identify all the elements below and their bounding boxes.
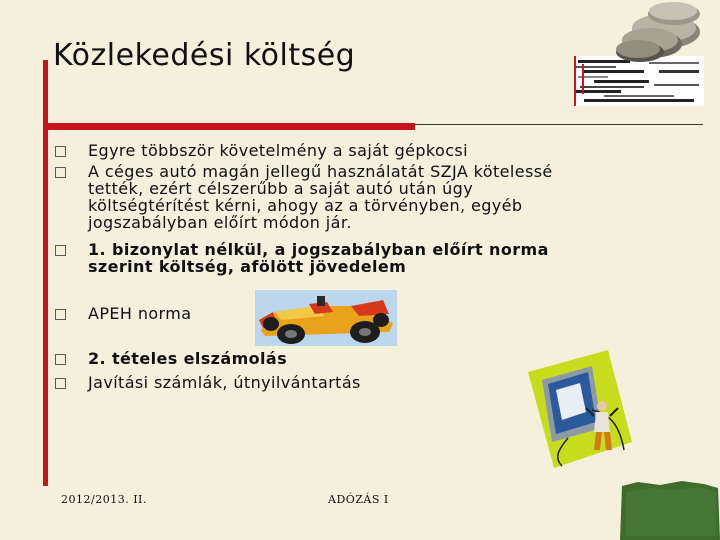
square-bullet-icon	[55, 146, 66, 157]
bullet-item	[55, 349, 288, 368]
coins-image	[574, 0, 704, 108]
bullet-text: 2. tételes elszámolás	[88, 349, 288, 368]
frame-red-horizontal-bar	[43, 123, 415, 130]
footer-date: 2012/2013. II.	[61, 493, 147, 506]
green-stamp	[620, 480, 720, 540]
bullet-item	[55, 141, 468, 160]
computer-man-image	[528, 350, 632, 468]
bullet-item	[55, 162, 553, 232]
bullet-text: Javítási számlák, útnyilvántartás	[88, 373, 361, 392]
slide-title: Közlekedési költség	[53, 38, 356, 73]
race-car-image	[255, 290, 397, 346]
square-bullet-icon	[55, 245, 66, 256]
square-bullet-icon	[55, 354, 66, 365]
bullet-item	[55, 240, 549, 276]
bullet-item	[55, 304, 192, 323]
bullet-text: Egyre többször követelmény a saját gépkocsi	[88, 141, 468, 160]
bullet-text: APEH norma	[88, 304, 192, 323]
footer-course: ADÓZÁS I	[328, 493, 389, 506]
bullet-text: A céges autó magán jellegű használatát SZJA kötelessé tették, ezért célszerűbb a saját autó után úgy költségtérítést kérni, ahogy az a törvényben, egyéb jogszabályban előírt módon jár.	[88, 162, 553, 232]
bullet-text: 1. bizonylat nélkül, a jogszabályban előírt norma szerint költség, afölött jövedelem	[88, 240, 549, 276]
square-bullet-icon	[55, 309, 66, 320]
square-bullet-icon	[55, 167, 66, 178]
square-bullet-icon	[55, 378, 66, 389]
bullet-item	[55, 373, 361, 392]
